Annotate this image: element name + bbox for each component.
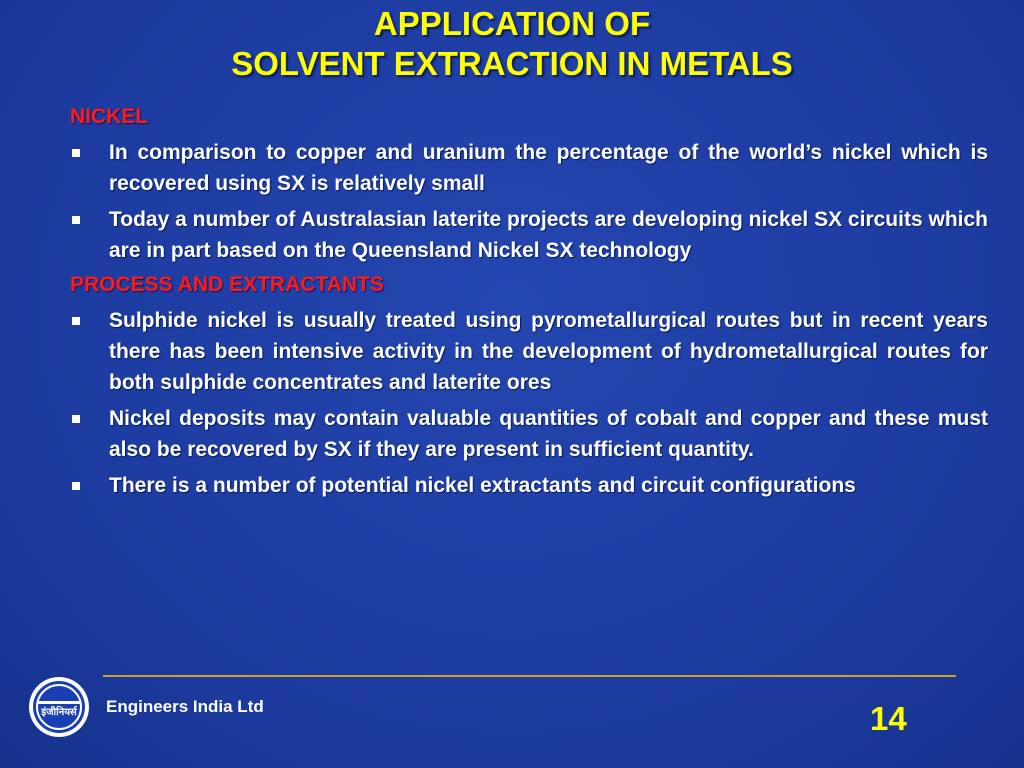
section-heading-nickel: NICKEL bbox=[70, 105, 149, 128]
bullet-text: Sulphide nickel is usually treated using pyrometallurgical routes but in recent years there has been intensive activity in the development of hydrometallurgical routes for both sulphide concentrates and laterite ores bbox=[109, 309, 988, 394]
bullet-text: Nickel deposits may contain valuable quantities of cobalt and copper and these must also be recovered by SX if they are present in sufficient quantity. bbox=[109, 407, 988, 461]
square-bullet-icon bbox=[72, 415, 80, 423]
bullet-text: Today a number of Australasian laterite projects are developing nickel SX circuits which are in part based on the Queensland Nickel SX technology bbox=[109, 208, 988, 262]
title-line-2: SOLVENT EXTRACTION IN METALS bbox=[231, 45, 793, 82]
logo-text: इंजीनियर्स bbox=[41, 707, 77, 718]
square-bullet-icon bbox=[72, 482, 80, 490]
bullet-item bbox=[70, 470, 988, 501]
section-heading-process: PROCESS AND EXTRACTANTS bbox=[70, 273, 384, 296]
bullet-item bbox=[70, 204, 988, 266]
company-name: Engineers India Ltd bbox=[106, 697, 264, 716]
title-line-1: APPLICATION OF bbox=[373, 5, 651, 42]
square-bullet-icon bbox=[72, 216, 80, 224]
slide-content bbox=[70, 103, 988, 506]
bullet-text: In comparison to copper and uranium the percentage of the world’s nickel which is recovered using SX is relatively small bbox=[109, 141, 988, 195]
bullet-text: There is a number of potential nickel extractants and circuit configurations bbox=[109, 474, 856, 497]
page-number: 14 bbox=[870, 700, 907, 737]
footer-divider bbox=[103, 675, 956, 677]
engineers-india-logo-icon bbox=[27, 675, 91, 739]
bullet-item bbox=[70, 403, 988, 465]
square-bullet-icon bbox=[72, 317, 80, 325]
bullet-item bbox=[70, 137, 988, 199]
slide-title bbox=[0, 4, 1024, 84]
square-bullet-icon bbox=[72, 149, 80, 157]
bullet-item bbox=[70, 305, 988, 398]
